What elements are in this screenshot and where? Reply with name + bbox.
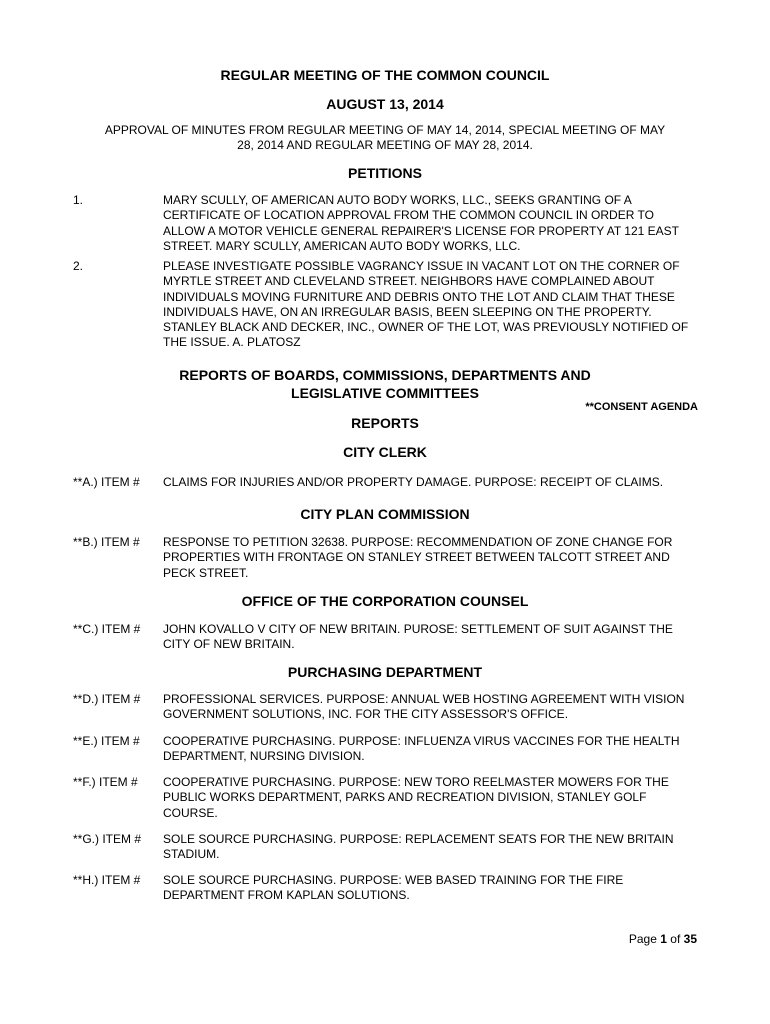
item-text: JOHN KOVALLO V CITY OF NEW BRITAIN. PUROSE: SETTLEMENT OF SUIT AGAINST THE CITY OF NEW BRITAIN. bbox=[163, 622, 673, 652]
consent-agenda-note: **CONSENT AGENDA bbox=[585, 401, 698, 413]
corporation-counsel-heading: OFFICE OF THE CORPORATION COUNSEL bbox=[241, 593, 529, 609]
document-title: REGULAR MEETING OF THE COMMON COUNCIL bbox=[220, 67, 550, 83]
meeting-date: AUGUST 13, 2014 bbox=[326, 96, 444, 112]
item-number: **E.) ITEM # bbox=[73, 734, 140, 748]
approval-of-minutes: APPROVAL OF MINUTES FROM REGULAR MEETING OF MAY 14, 2014, SPECIAL MEETING OF MAY 28, 2014 AND REGULAR MEETING OF MAY 28, 2014. bbox=[104, 123, 666, 152]
item-text: CLAIMS FOR INJURIES AND/OR PROPERTY DAMAGE. PURPOSE: RECEIPT OF CLAIMS. bbox=[163, 475, 664, 489]
city-plan-heading: CITY PLAN COMMISSION bbox=[300, 506, 470, 522]
item-number: **D.) ITEM # bbox=[73, 692, 141, 706]
item-number: **H.) ITEM # bbox=[73, 873, 141, 887]
page-footer bbox=[629, 932, 697, 947]
item-text: COOPERATIVE PURCHASING. PURPOSE: NEW TORO REELMASTER MOWERS FOR THE PUBLIC WORKS DEPARTMENT, PARKS AND RECREATION DIVISION, STANLEY GOLF COURSE. bbox=[163, 775, 669, 820]
item-number: **F.) ITEM # bbox=[73, 775, 138, 789]
item-text: PROFESSIONAL SERVICES. PURPOSE: ANNUAL WEB HOSTING AGREEMENT WITH VISION GOVERNMENT SOLUTIONS, INC. FOR THE CITY ASSESSOR'S OFFICE. bbox=[163, 692, 685, 722]
petition-text: MARY SCULLY, OF AMERICAN AUTO BODY WORKS, LLC., SEEKS GRANTING OF A CERTIFICATE OF LOCATION APPROVAL FROM THE COMMON COUNCIL IN ORDER TO ALLOW A MOTOR VEHICLE GENERAL REPAIRER'S LICENSE FOR PROPERTY AT 121 EAST STREET. MARY SCULLY, AMERICAN AUTO BODY WORKS, LLC. bbox=[163, 193, 679, 253]
purchasing-heading: PURCHASING DEPARTMENT bbox=[287, 664, 483, 680]
reports-heading: REPORTS bbox=[351, 415, 419, 431]
page-label: Page bbox=[628, 932, 657, 946]
petition-text: PLEASE INVESTIGATE POSSIBLE VAGRANCY ISSUE IN VACANT LOT ON THE CORNER OF MYRTLE STREET AND CLEVELAND STREET. NEIGHBORS HAVE COMPLAINED ABOUT INDIVIDUALS MOVING FURNITURE AND DEBRIS ONTO THE LOT AND CLAIM THAT THESE INDIVIDUALS HAVE, ON AN IRREGULAR BASIS, BEEN SLEEPING ON THE PROPERTY. STANLEY BLACK AND DECKER, INC., OWNER OF THE LOT, WAS PREVIOUSLY NOTIFIED OF THE ISSUE. A. PLATOSZ bbox=[163, 259, 689, 350]
of-label: of bbox=[670, 932, 681, 946]
item-number: **A.) ITEM # bbox=[73, 475, 140, 489]
item-text: RESPONSE TO PETITION 32638. PURPOSE: RECOMMENDATION OF ZONE CHANGE FOR PROPERTIES WITH FRONTAGE ON STANLEY STREET BETWEEN TALCOTT STREET AND PECK STREET. bbox=[163, 535, 673, 580]
petition-number: 2. bbox=[73, 259, 84, 273]
reports-section-heading: REPORTS OF BOARDS, COMMISSIONS, DEPARTMENTS AND LEGISLATIVE COMMITTEES bbox=[179, 367, 591, 401]
item-number: **B.) ITEM # bbox=[73, 535, 140, 549]
petition-number: 1. bbox=[73, 193, 84, 207]
item-text: SOLE SOURCE PURCHASING. PURPOSE: REPLACEMENT SEATS FOR THE NEW BRITAIN STADIUM. bbox=[163, 832, 674, 862]
city-clerk-heading: CITY CLERK bbox=[343, 444, 427, 460]
total-pages: 35 bbox=[683, 932, 697, 946]
item-text: COOPERATIVE PURCHASING. PURPOSE: INFLUENZA VIRUS VACCINES FOR THE HEALTH DEPARTMENT, NURSING DIVISION. bbox=[163, 734, 680, 764]
item-number: **C.) ITEM # bbox=[73, 622, 141, 636]
item-text: SOLE SOURCE PURCHASING. PURPOSE: WEB BASED TRAINING FOR THE FIRE DEPARTMENT FROM KAPLAN SOLUTIONS. bbox=[163, 873, 624, 903]
petitions-heading: PETITIONS bbox=[348, 165, 422, 181]
item-number: **G.) ITEM # bbox=[73, 832, 142, 846]
page-number: 1 bbox=[660, 932, 667, 946]
